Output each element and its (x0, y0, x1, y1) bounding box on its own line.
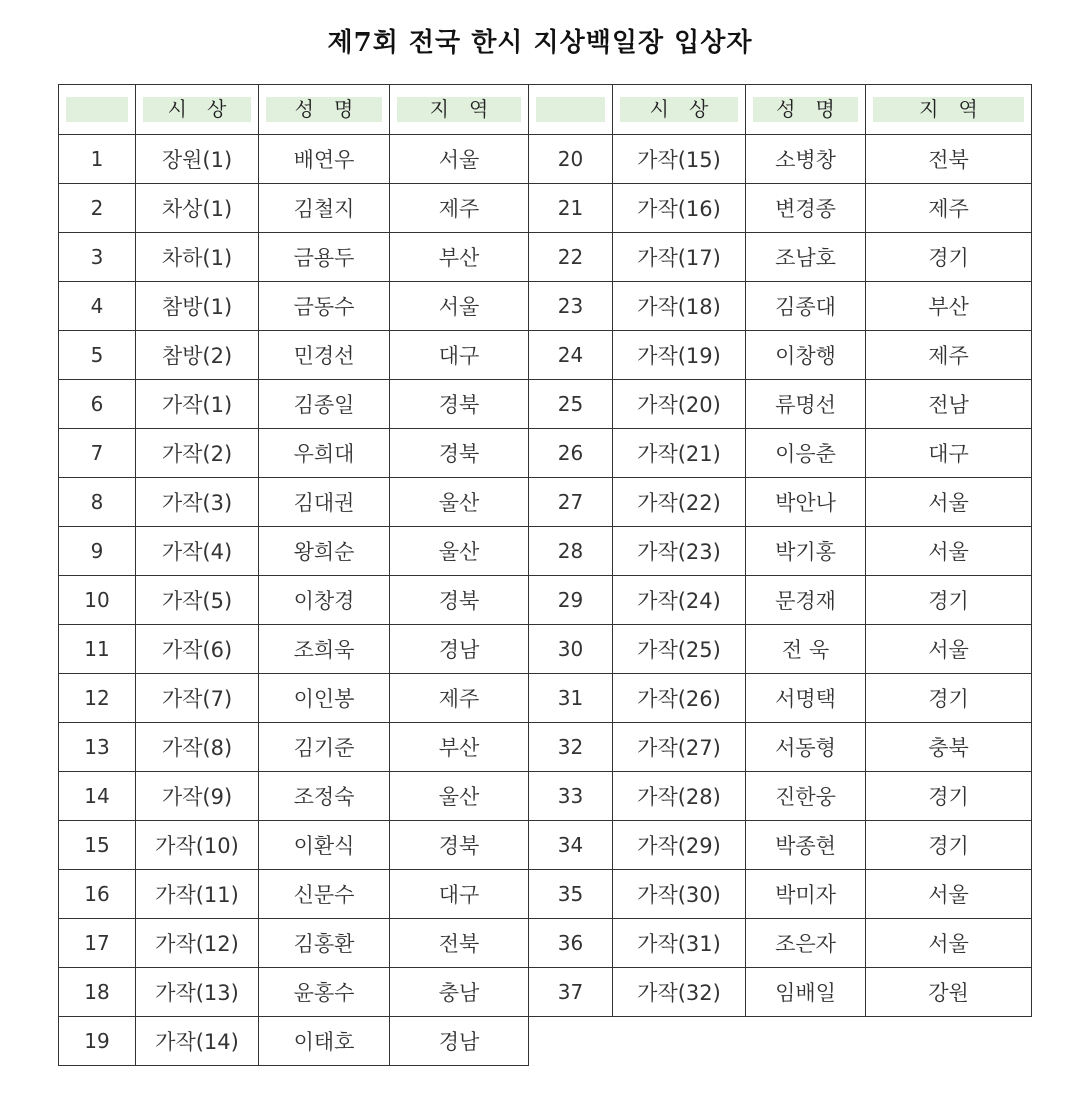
award-cell: 가작(18) (613, 282, 746, 331)
row-number: 21 (529, 184, 613, 233)
table-row (59, 135, 529, 184)
header-no-cell (529, 85, 613, 135)
award-cell: 가작(25) (613, 625, 746, 674)
table-row (59, 380, 529, 429)
row-number: 13 (59, 723, 136, 772)
header-award-cell (613, 85, 746, 135)
name-cell: 금동수 (259, 282, 390, 331)
header-no (536, 97, 605, 122)
award-cell: 차하(1) (136, 233, 259, 282)
award-cell: 가작(2) (136, 429, 259, 478)
header-award-cell (136, 85, 259, 135)
table-row (529, 919, 1032, 968)
table-row (529, 576, 1032, 625)
award-cell: 가작(31) (613, 919, 746, 968)
region-cell: 충북 (866, 723, 1032, 772)
region-cell: 서울 (866, 625, 1032, 674)
award-cell: 가작(20) (613, 380, 746, 429)
table-row (529, 821, 1032, 870)
region-cell: 울산 (390, 772, 529, 821)
table-row (59, 625, 529, 674)
name-cell: 이창경 (259, 576, 390, 625)
award-cell: 가작(22) (613, 478, 746, 527)
header-region: 지역 (873, 97, 1024, 122)
row-number: 36 (529, 919, 613, 968)
region-cell: 대구 (390, 331, 529, 380)
header-no-cell (59, 85, 136, 135)
row-number: 7 (59, 429, 136, 478)
region-cell: 경기 (866, 821, 1032, 870)
row-number: 8 (59, 478, 136, 527)
name-cell: 문경재 (746, 576, 866, 625)
row-number: 2 (59, 184, 136, 233)
table-row (529, 135, 1032, 184)
table-row (529, 527, 1032, 576)
table-row (59, 870, 529, 919)
award-cell: 가작(28) (613, 772, 746, 821)
region-cell: 전남 (866, 380, 1032, 429)
name-cell: 박기홍 (746, 527, 866, 576)
right-table-body (529, 135, 1032, 1017)
region-cell: 경북 (390, 821, 529, 870)
region-cell: 대구 (866, 429, 1032, 478)
name-cell: 이응춘 (746, 429, 866, 478)
name-cell: 조희욱 (259, 625, 390, 674)
award-cell: 가작(26) (613, 674, 746, 723)
row-number: 23 (529, 282, 613, 331)
award-cell: 가작(12) (136, 919, 259, 968)
header-region-cell (390, 85, 529, 135)
table-row (59, 968, 529, 1017)
row-number: 16 (59, 870, 136, 919)
region-cell: 경기 (866, 674, 1032, 723)
region-cell: 경남 (390, 1017, 529, 1066)
name-cell: 금용두 (259, 233, 390, 282)
award-cell: 가작(17) (613, 233, 746, 282)
row-number: 31 (529, 674, 613, 723)
region-cell: 경북 (390, 576, 529, 625)
name-cell: 박안나 (746, 478, 866, 527)
header-name: 성명 (266, 97, 382, 122)
award-cell: 가작(13) (136, 968, 259, 1017)
region-cell: 울산 (390, 478, 529, 527)
award-cell: 가작(10) (136, 821, 259, 870)
name-cell: 김대권 (259, 478, 390, 527)
award-cell: 가작(30) (613, 870, 746, 919)
region-cell: 부산 (866, 282, 1032, 331)
region-cell: 전북 (866, 135, 1032, 184)
row-number: 22 (529, 233, 613, 282)
row-number: 3 (59, 233, 136, 282)
page-title: 제7회 전국 한시 지상백일장 입상자 (327, 28, 753, 58)
winners-table-left (58, 84, 529, 1066)
name-cell: 서동형 (746, 723, 866, 772)
region-cell: 서울 (866, 478, 1032, 527)
table-header-row (529, 85, 1032, 135)
award-cell: 가작(23) (613, 527, 746, 576)
region-cell: 울산 (390, 527, 529, 576)
name-cell: 조은자 (746, 919, 866, 968)
table-row (529, 723, 1032, 772)
name-cell: 민경선 (259, 331, 390, 380)
name-cell: 소병창 (746, 135, 866, 184)
name-cell: 이인봉 (259, 674, 390, 723)
region-cell: 전북 (390, 919, 529, 968)
row-number: 18 (59, 968, 136, 1017)
row-number: 24 (529, 331, 613, 380)
award-cell: 가작(24) (613, 576, 746, 625)
row-number: 6 (59, 380, 136, 429)
row-number: 4 (59, 282, 136, 331)
table-row (59, 772, 529, 821)
row-number: 19 (59, 1017, 136, 1066)
name-cell: 이태호 (259, 1017, 390, 1066)
name-cell: 김홍환 (259, 919, 390, 968)
award-cell: 가작(16) (613, 184, 746, 233)
region-cell: 부산 (390, 233, 529, 282)
table-row (529, 233, 1032, 282)
region-cell: 강원 (866, 968, 1032, 1017)
award-cell: 가작(27) (613, 723, 746, 772)
name-cell: 김기준 (259, 723, 390, 772)
region-cell: 제주 (866, 184, 1032, 233)
table-row (59, 429, 529, 478)
award-cell: 가작(14) (136, 1017, 259, 1066)
name-cell: 이환식 (259, 821, 390, 870)
table-row (529, 674, 1032, 723)
row-number: 27 (529, 478, 613, 527)
award-cell: 가작(4) (136, 527, 259, 576)
header-name: 성명 (753, 97, 858, 122)
award-cell: 가작(3) (136, 478, 259, 527)
header-name-cell (259, 85, 390, 135)
award-cell: 차상(1) (136, 184, 259, 233)
region-cell: 경기 (866, 772, 1032, 821)
name-cell: 이창행 (746, 331, 866, 380)
row-number: 26 (529, 429, 613, 478)
award-cell: 가작(32) (613, 968, 746, 1017)
table-row (59, 233, 529, 282)
left-table-body (59, 135, 529, 1066)
row-number: 20 (529, 135, 613, 184)
name-cell: 조남호 (746, 233, 866, 282)
table-row (529, 625, 1032, 674)
header-award: 시상 (620, 97, 738, 122)
table-row (529, 772, 1032, 821)
row-number: 14 (59, 772, 136, 821)
award-cell: 가작(29) (613, 821, 746, 870)
row-number: 34 (529, 821, 613, 870)
header-name-cell (746, 85, 866, 135)
row-number: 30 (529, 625, 613, 674)
award-cell: 가작(19) (613, 331, 746, 380)
name-cell: 박미자 (746, 870, 866, 919)
table-row (529, 429, 1032, 478)
row-number: 25 (529, 380, 613, 429)
table-row (59, 821, 529, 870)
row-number: 17 (59, 919, 136, 968)
row-number: 29 (529, 576, 613, 625)
region-cell: 제주 (866, 331, 1032, 380)
name-cell: 전 욱 (746, 625, 866, 674)
region-cell: 충남 (390, 968, 529, 1017)
name-cell: 박종현 (746, 821, 866, 870)
name-cell: 류명선 (746, 380, 866, 429)
table-row (59, 282, 529, 331)
row-number: 12 (59, 674, 136, 723)
region-cell: 경기 (866, 576, 1032, 625)
row-number: 32 (529, 723, 613, 772)
award-cell: 장원(1) (136, 135, 259, 184)
table-row (529, 282, 1032, 331)
row-number: 10 (59, 576, 136, 625)
region-cell: 경기 (866, 233, 1032, 282)
header-region: 지역 (397, 97, 521, 122)
region-cell: 서울 (390, 282, 529, 331)
table-row (529, 380, 1032, 429)
region-cell: 경북 (390, 429, 529, 478)
award-cell: 가작(8) (136, 723, 259, 772)
name-cell: 진한웅 (746, 772, 866, 821)
table-row (59, 723, 529, 772)
award-cell: 참방(1) (136, 282, 259, 331)
row-number: 28 (529, 527, 613, 576)
region-cell: 서울 (866, 527, 1032, 576)
table-row (529, 478, 1032, 527)
name-cell: 우희대 (259, 429, 390, 478)
name-cell: 김종일 (259, 380, 390, 429)
header-no (66, 97, 128, 122)
region-cell: 제주 (390, 674, 529, 723)
award-cell: 가작(15) (613, 135, 746, 184)
name-cell: 조정숙 (259, 772, 390, 821)
table-row (529, 184, 1032, 233)
row-number: 15 (59, 821, 136, 870)
award-cell: 가작(11) (136, 870, 259, 919)
name-cell: 김철지 (259, 184, 390, 233)
table-row (529, 331, 1032, 380)
name-cell: 신문수 (259, 870, 390, 919)
region-cell: 서울 (390, 135, 529, 184)
region-cell: 경북 (390, 380, 529, 429)
winners-table-right (528, 84, 1032, 1017)
region-cell: 서울 (866, 870, 1032, 919)
table-row (59, 184, 529, 233)
region-cell: 경남 (390, 625, 529, 674)
award-cell: 가작(21) (613, 429, 746, 478)
award-cell: 가작(1) (136, 380, 259, 429)
table-row (59, 576, 529, 625)
row-number: 35 (529, 870, 613, 919)
row-number: 11 (59, 625, 136, 674)
award-cell: 가작(5) (136, 576, 259, 625)
table-row (59, 1017, 529, 1066)
table-row (59, 478, 529, 527)
header-award: 시상 (143, 97, 251, 122)
name-cell: 왕희순 (259, 527, 390, 576)
name-cell: 김종대 (746, 282, 866, 331)
region-cell: 부산 (390, 723, 529, 772)
award-cell: 가작(6) (136, 625, 259, 674)
table-row (59, 331, 529, 380)
table-row (529, 968, 1032, 1017)
table-row (59, 919, 529, 968)
table-row (529, 870, 1032, 919)
name-cell: 변경종 (746, 184, 866, 233)
row-number: 33 (529, 772, 613, 821)
region-cell: 대구 (390, 870, 529, 919)
header-region-cell (866, 85, 1032, 135)
region-cell: 서울 (866, 919, 1032, 968)
award-cell: 가작(7) (136, 674, 259, 723)
table-header-row (59, 85, 529, 135)
name-cell: 윤홍수 (259, 968, 390, 1017)
region-cell: 제주 (390, 184, 529, 233)
name-cell: 임배일 (746, 968, 866, 1017)
table-row (59, 527, 529, 576)
award-cell: 가작(9) (136, 772, 259, 821)
award-cell: 참방(2) (136, 331, 259, 380)
table-row (59, 674, 529, 723)
name-cell: 배연우 (259, 135, 390, 184)
row-number: 5 (59, 331, 136, 380)
row-number: 9 (59, 527, 136, 576)
row-number: 1 (59, 135, 136, 184)
name-cell: 서명택 (746, 674, 866, 723)
row-number: 37 (529, 968, 613, 1017)
